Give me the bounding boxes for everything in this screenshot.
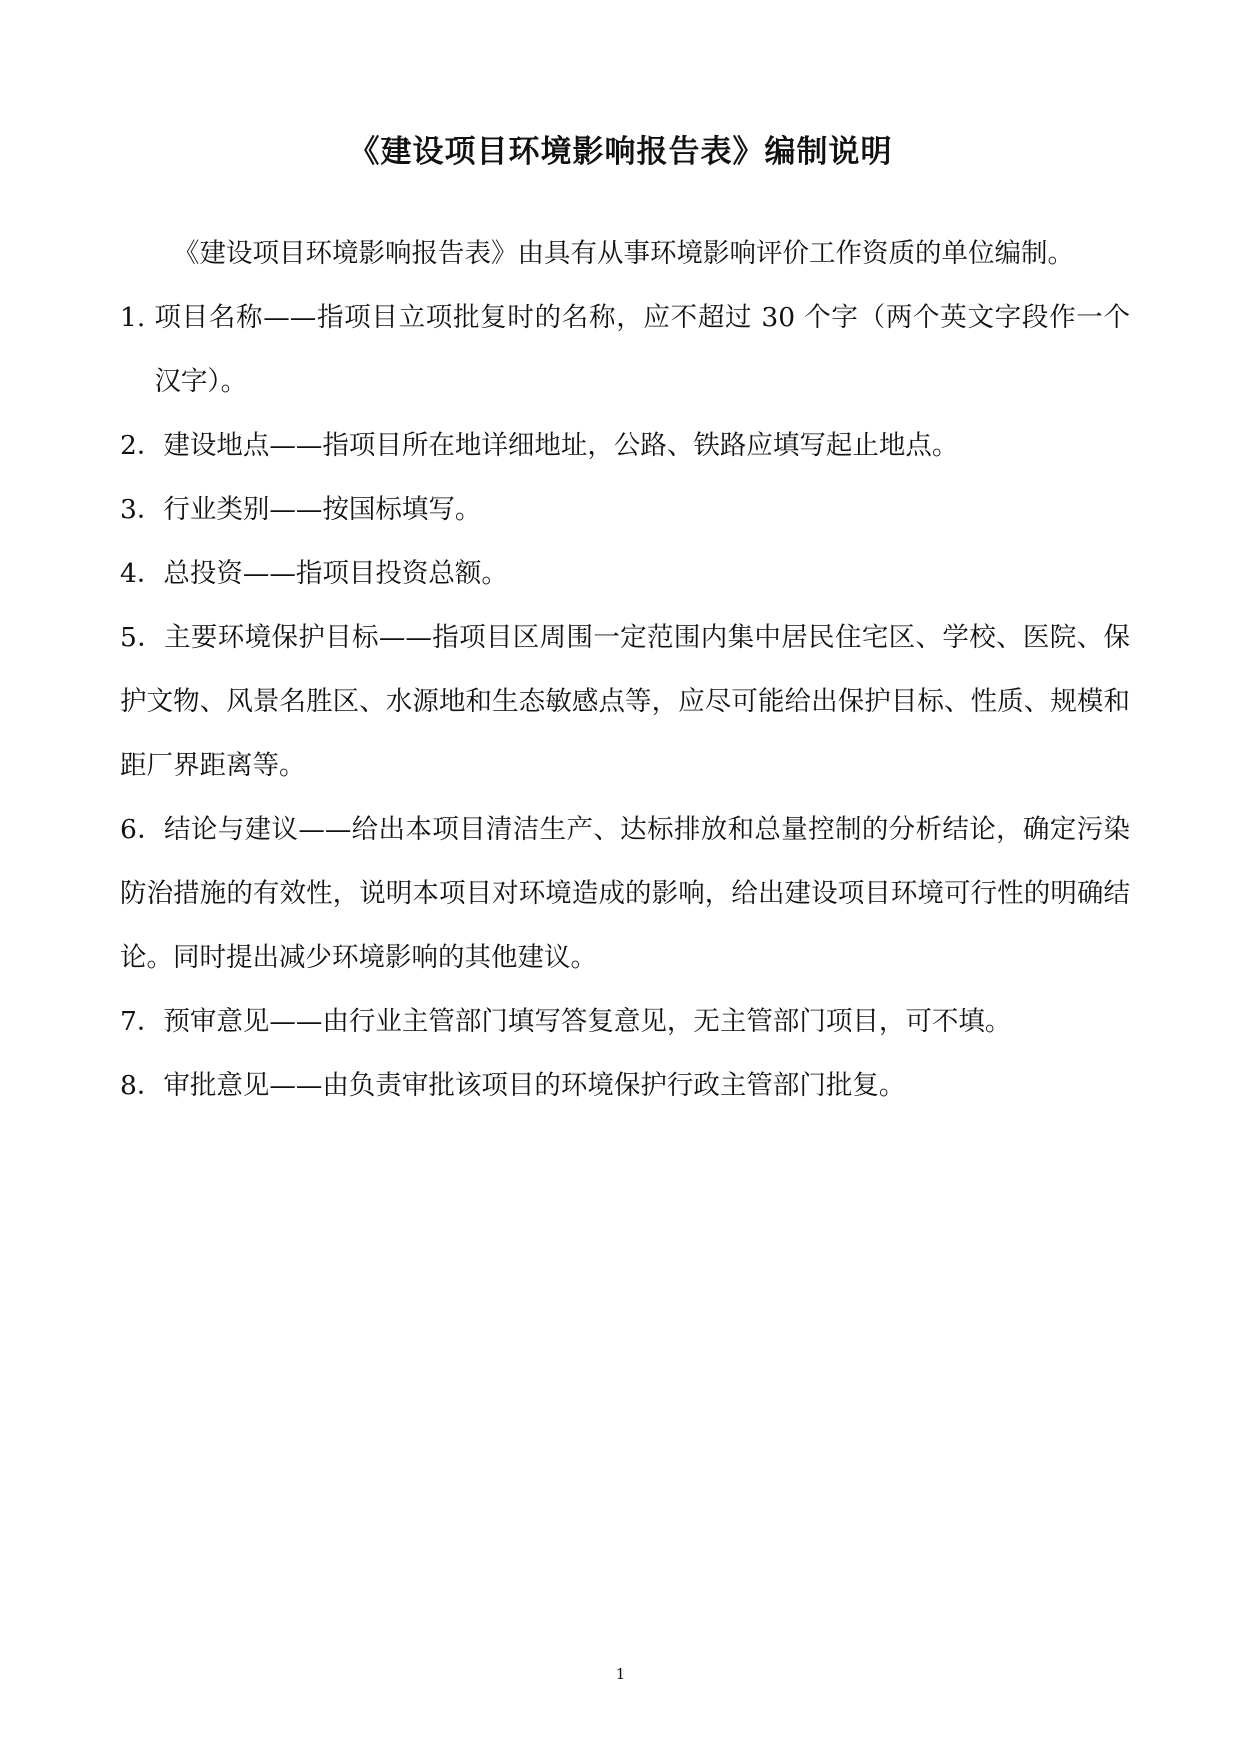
list-item-protection-targets: 5．主要环境保护目标——指项目区周围一定范围内集中居民住宅区、学校、医院、保护文物、风景名胜区、水源地和生态敏感点等，应尽可能给出保护目标、性质、规模和距厂界距离等。 <box>120 622 1130 781</box>
document-body <box>120 222 1130 1118</box>
list-item-conclusion: 6．结论与建议——给出本项目清洁生产、达标排放和总量控制的分析结论，确定污染防治措施的有效性，说明本项目对环境造成的影响，给出建设项目环境可行性的明确结论。同时提出减少环境影响的其他建议。 <box>120 814 1130 973</box>
intro-paragraph: 《建设项目环境影响报告表》由具有从事环境影响评价工作资质的单位编制。 <box>173 238 1074 269</box>
list-item-approval: 8．审批意见——由负责审批该项目的环境保护行政主管部门批复。 <box>120 1070 906 1101</box>
list-item-location: 2．建设地点——指项目所在地详细地址，公路、铁路应填写起止地点。 <box>120 430 959 461</box>
document-title: 《建设项目环境影响报告表》编制说明 <box>348 134 893 170</box>
list-item-pre-review: 7．预审意见——由行业主管部门填写答复意见，无主管部门项目，可不填。 <box>120 1006 1012 1037</box>
page-number: 1 <box>615 1665 626 1683</box>
list-item-industry: 3．行业类别——按国标填写。 <box>120 494 482 525</box>
list-item-project-name: 1. 项目名称——指项目立项批复时的名称，应不超过 30 个字（两个英文字段作一个汉字）。 <box>120 302 1130 397</box>
list-item-investment: 4．总投资——指项目投资总额。 <box>120 558 508 589</box>
